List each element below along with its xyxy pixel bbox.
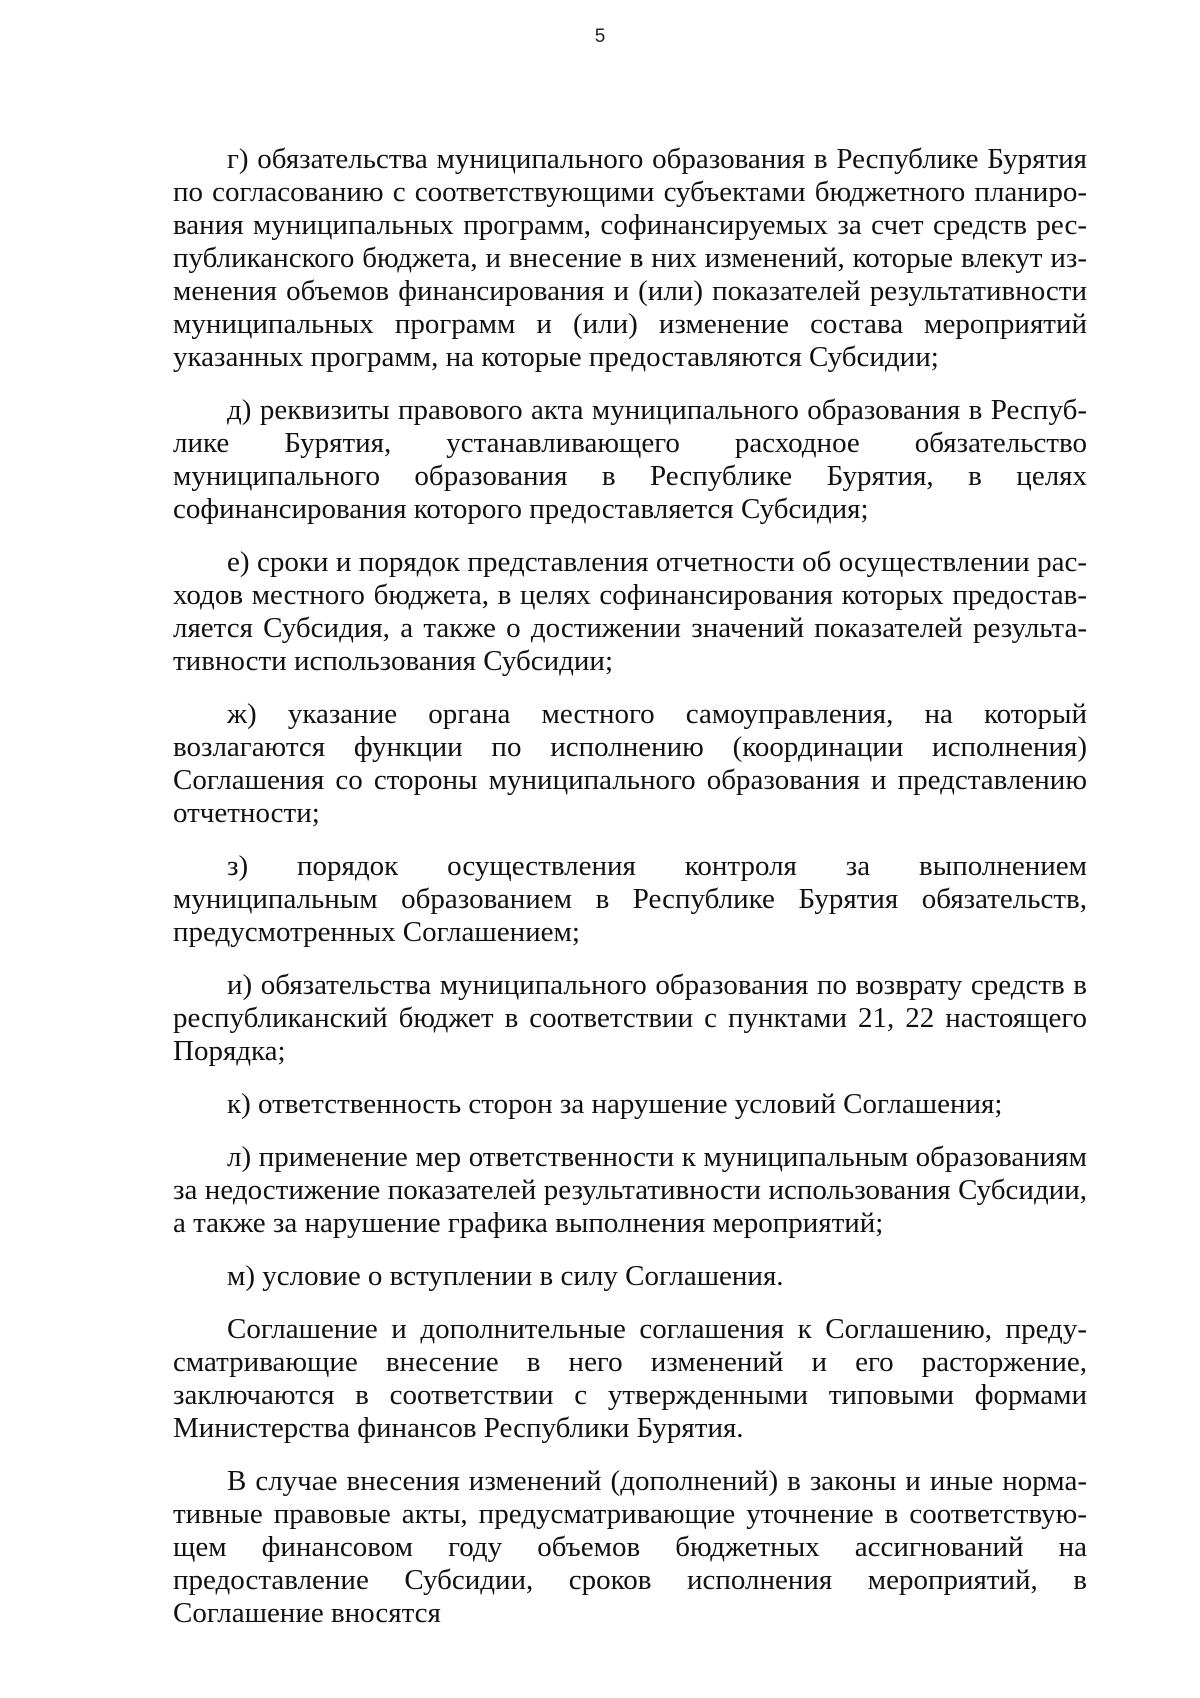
- page-number: 5: [594, 26, 606, 47]
- paragraph-z: з) порядок осуществления контроля за выполнением муниципальным образованием в Республике Бурятия обязательств, предусмотренных Соглашением;: [173, 850, 1087, 948]
- paragraph-e: е) сроки и порядок представления отчетности об осуществлении расходов местного бюджета, в целях софинансирования которых предоставляется Субсидия, а также о достижении значений показателей результативности использования Субсидии;: [173, 546, 1087, 677]
- paragraph-k: к) ответственность сторон за нарушение условий Соглашения;: [227, 1088, 1003, 1120]
- paragraph-m: м) условие о вступлении в силу Соглашения.: [227, 1260, 784, 1292]
- paragraph-zh: ж) указание органа местного самоуправления, на который возлагаются функции по исполнению (координации исполнения) Соглашения со стороны муниципального образования и представлению отчетности;: [173, 698, 1087, 829]
- paragraph-agreement-forms: Соглашение и дополнительные соглашения к Соглашению, предусматривающие внесение в него изменений и его расторжение, заключаются в соответствии с утвержденными типовыми формами Министерства финансов Республики Бурятия.: [173, 1313, 1087, 1444]
- paragraph-g: г) обязательства муниципального образования в Республике Бурятия по согласованию с соответствующими субъектами бюджетного планирования муниципальных программ, софинансируемых за счет средств республиканского бюджета, и внесение в них изменений, которые влекут изменения объемов финансирования и (или) показателей результативности муниципальных программ и (или) изменение состава мероприятий указанных программ, на которые предоставляются Субсидии;: [173, 143, 1087, 373]
- paragraph-l: л) применение мер ответственности к муниципальным образованиям за недостижение показателей результативности использования Субсидии, а также за нарушение графика выполнения мероприятий;: [173, 1141, 1087, 1239]
- document-body: [173, 143, 1087, 1650]
- paragraph-amendments: В случае внесения изменений (дополнений) в законы и иные нормативные правовые акты, предусматривающие уточнение в соответствующем финансовом году объемов бюджетных ассигнований на предоставление Субсидии, сроков исполнения мероприятий, в Соглашение вносятся: [173, 1465, 1087, 1629]
- paragraph-d: д) реквизиты правового акта муниципального образования в Республике Бурятия, устанавливающего расходное обязательство муниципального образования в Республике Бурятия, в целях софинансирования которого предоставляется Субсидия;: [173, 394, 1087, 525]
- paragraph-i: и) обязательства муниципального образования по возврату средств в республиканский бюджет в соответствии с пунктами 21, 22 настоящего Порядка;: [173, 969, 1087, 1067]
